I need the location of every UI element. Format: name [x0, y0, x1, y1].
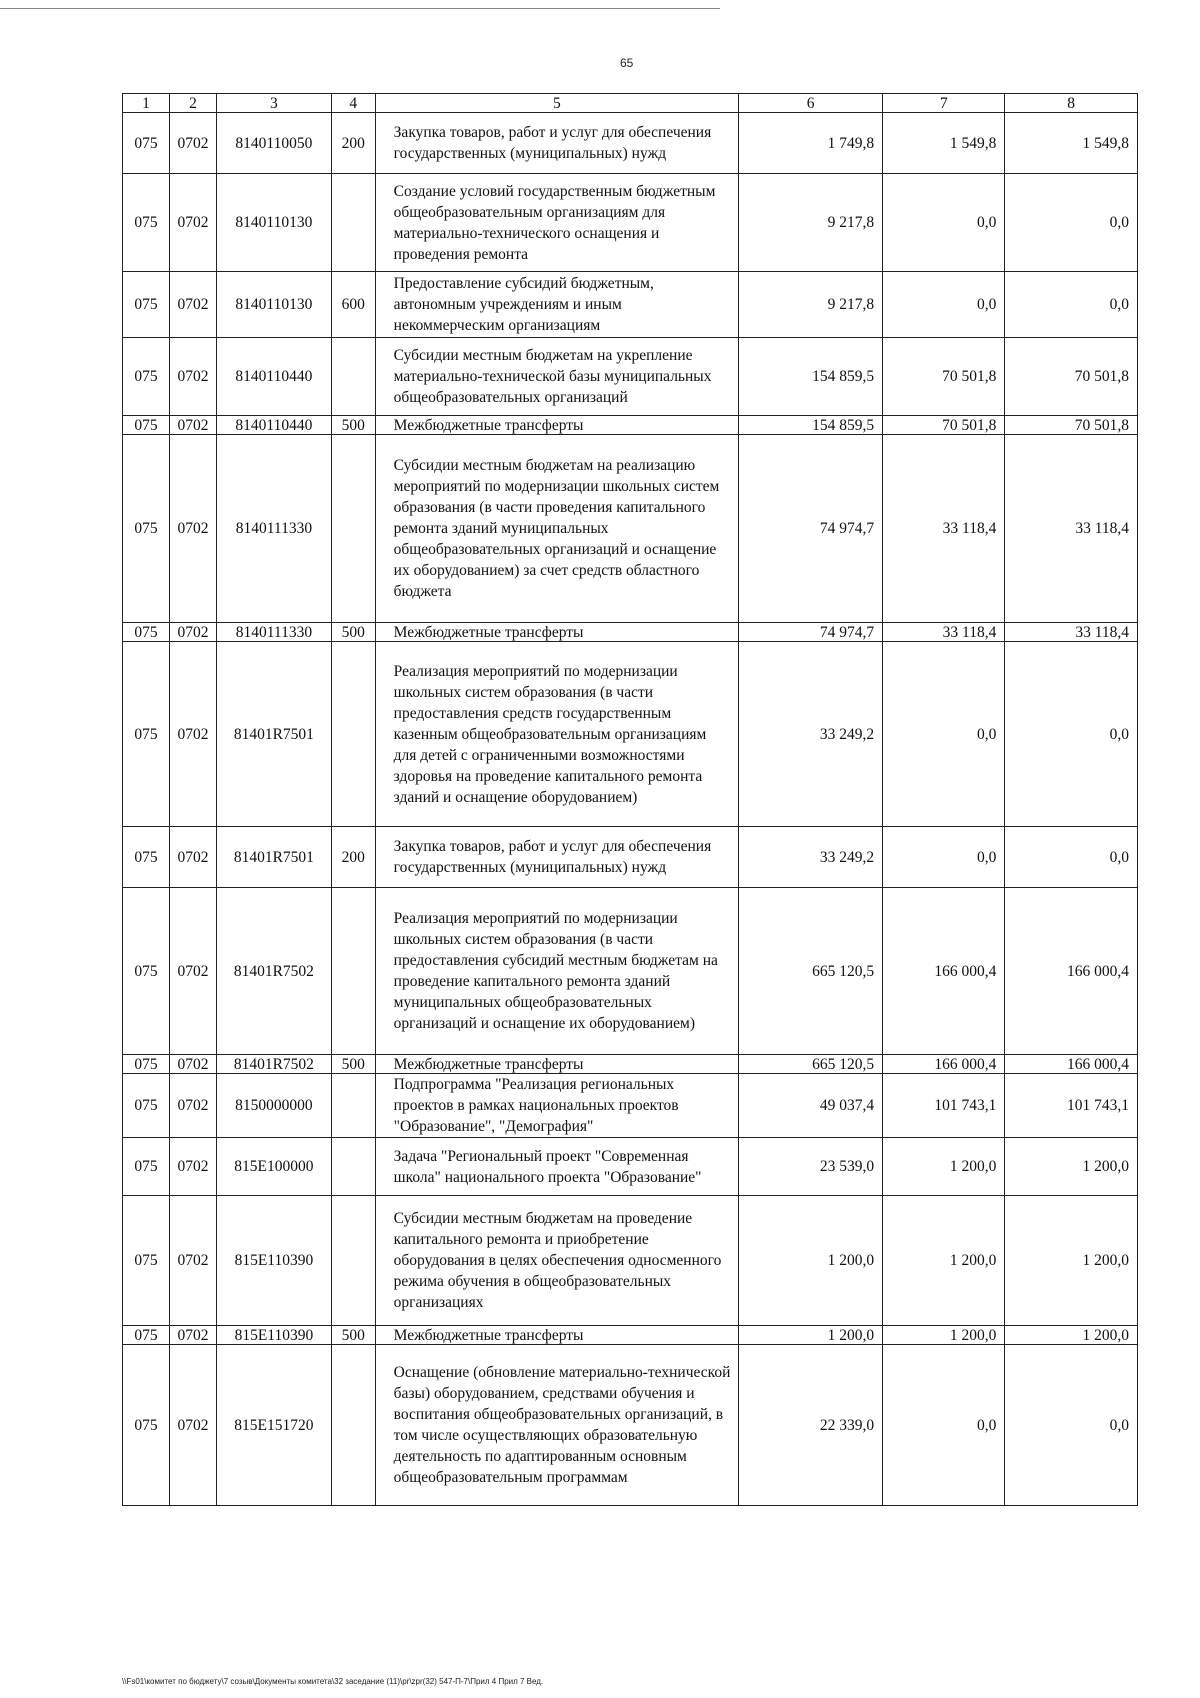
amount-col7-cell: 1 200,0: [883, 1326, 1005, 1345]
amount-col6-cell: 154 859,5: [739, 338, 883, 416]
code-admin-cell: 075: [123, 623, 170, 642]
footer-file-path: \\Fs01\комитет по бюджету\7 созыв\Документы комитета\32 заседание (11)\pr\zpr(32) 547-П-7\Прил 4 Прил 7 Вед.: [122, 1677, 544, 1686]
header-cell: 4: [331, 94, 375, 113]
code-section-cell: 0702: [169, 623, 216, 642]
code-expense-type-cell: 600: [331, 272, 375, 338]
table-row: [123, 1055, 1138, 1074]
header-row: [123, 94, 1138, 113]
amount-col8-cell: 1 200,0: [1005, 1196, 1138, 1326]
table-row: [123, 1196, 1138, 1326]
code-admin-cell: 075: [123, 642, 170, 827]
code-target-cell: 81401R7502: [216, 1055, 331, 1074]
code-expense-type-cell: [331, 1345, 375, 1506]
table-row: [123, 888, 1138, 1055]
table-row: [123, 1326, 1138, 1345]
code-admin-cell: 075: [123, 1074, 170, 1138]
code-expense-type-cell: [331, 435, 375, 623]
code-admin-cell: 075: [123, 272, 170, 338]
amount-col6-cell: 33 249,2: [739, 642, 883, 827]
budget-table: [122, 93, 1138, 1506]
table-row: [123, 435, 1138, 623]
description-cell: Субсидии местным бюджетам на реализацию мероприятий по модернизации школьных систем образования (в части проведения капитального ремонта зданий муниципальных общеобразовательных организаций и оснащение их оборудованием) за счет средств областного бюджета: [375, 435, 738, 623]
code-section-cell: 0702: [169, 416, 216, 435]
code-section-cell: 0702: [169, 338, 216, 416]
amount-col7-cell: 33 118,4: [883, 623, 1005, 642]
table-row: [123, 174, 1138, 272]
code-expense-type-cell: 500: [331, 1326, 375, 1345]
code-admin-cell: 075: [123, 1326, 170, 1345]
amount-col7-cell: 0,0: [883, 272, 1005, 338]
description-cell: Межбюджетные трансферты: [375, 1055, 738, 1074]
amount-col8-cell: 70 501,8: [1005, 338, 1138, 416]
code-expense-type-cell: [331, 1196, 375, 1326]
code-section-cell: 0702: [169, 113, 216, 174]
code-target-cell: 81401R7501: [216, 827, 331, 888]
table-row: [123, 113, 1138, 174]
code-section-cell: 0702: [169, 1196, 216, 1326]
amount-col8-cell: 1 549,8: [1005, 113, 1138, 174]
code-target-cell: 8140111330: [216, 623, 331, 642]
amount-col7-cell: 70 501,8: [883, 338, 1005, 416]
header-cell: 2: [169, 94, 216, 113]
table-row: [123, 827, 1138, 888]
code-expense-type-cell: [331, 888, 375, 1055]
amount-col6-cell: 33 249,2: [739, 827, 883, 888]
amount-col8-cell: 101 743,1: [1005, 1074, 1138, 1138]
code-admin-cell: 075: [123, 174, 170, 272]
amount-col8-cell: 0,0: [1005, 642, 1138, 827]
code-admin-cell: 075: [123, 888, 170, 1055]
code-section-cell: 0702: [169, 1138, 216, 1196]
amount-col7-cell: 0,0: [883, 827, 1005, 888]
header-cell: 7: [883, 94, 1005, 113]
code-section-cell: 0702: [169, 174, 216, 272]
code-admin-cell: 075: [123, 1138, 170, 1196]
table-row: [123, 338, 1138, 416]
code-expense-type-cell: 500: [331, 623, 375, 642]
amount-col8-cell: 166 000,4: [1005, 888, 1138, 1055]
amount-col7-cell: 1 200,0: [883, 1196, 1005, 1326]
description-cell: Оснащение (обновление материально-технической базы) оборудованием, средствами обучения и воспитания общеобразовательных организаций, в том числе осуществляющих образовательную деятельность по адаптированным основным общеобразовательным программам: [375, 1345, 738, 1506]
amount-col8-cell: 0,0: [1005, 1345, 1138, 1506]
code-admin-cell: 075: [123, 416, 170, 435]
amount-col6-cell: 74 974,7: [739, 435, 883, 623]
amount-col7-cell: 166 000,4: [883, 1055, 1005, 1074]
amount-col6-cell: 1 749,8: [739, 113, 883, 174]
code-admin-cell: 075: [123, 435, 170, 623]
amount-col8-cell: 1 200,0: [1005, 1138, 1138, 1196]
amount-col7-cell: 1 200,0: [883, 1138, 1005, 1196]
code-section-cell: 0702: [169, 1055, 216, 1074]
description-cell: Реализация мероприятий по модернизации школьных систем образования (в части предоставления субсидий местным бюджетам на проведение капитального ремонта зданий муниципальных общеобразовательных организаций и оснащение их оборудованием): [375, 888, 738, 1055]
amount-col7-cell: 0,0: [883, 174, 1005, 272]
header-cell: 5: [375, 94, 738, 113]
code-admin-cell: 075: [123, 1055, 170, 1074]
code-target-cell: 8140110440: [216, 416, 331, 435]
amount-col7-cell: 0,0: [883, 642, 1005, 827]
header-cell: 6: [739, 94, 883, 113]
amount-col8-cell: 33 118,4: [1005, 435, 1138, 623]
description-cell: Подпрограмма "Реализация региональных проектов в рамках национальных проектов "Образование", "Демография": [375, 1074, 738, 1138]
code-admin-cell: 075: [123, 827, 170, 888]
header-cell: 8: [1005, 94, 1138, 113]
code-section-cell: 0702: [169, 1345, 216, 1506]
description-cell: Закупка товаров, работ и услуг для обеспечения государственных (муниципальных) нужд: [375, 827, 738, 888]
amount-col7-cell: 70 501,8: [883, 416, 1005, 435]
description-cell: Закупка товаров, работ и услуг для обеспечения государственных (муниципальных) нужд: [375, 113, 738, 174]
amount-col6-cell: 1 200,0: [739, 1326, 883, 1345]
amount-col6-cell: 74 974,7: [739, 623, 883, 642]
amount-col6-cell: 154 859,5: [739, 416, 883, 435]
amount-col6-cell: 49 037,4: [739, 1074, 883, 1138]
code-target-cell: 8140110440: [216, 338, 331, 416]
amount-col7-cell: 0,0: [883, 1345, 1005, 1506]
code-admin-cell: 075: [123, 113, 170, 174]
description-cell: Предоставление субсидий бюджетным, автономным учреждениям и иным некоммерческим организациям: [375, 272, 738, 338]
code-expense-type-cell: 500: [331, 1055, 375, 1074]
code-target-cell: 815E100000: [216, 1138, 331, 1196]
code-target-cell: 8140110130: [216, 272, 331, 338]
amount-col6-cell: 22 339,0: [739, 1345, 883, 1506]
code-expense-type-cell: 500: [331, 416, 375, 435]
description-cell: Субсидии местным бюджетам на проведение капитального ремонта и приобретение оборудования в целях обеспечения односменного режима обучения в общеобразовательных организациях: [375, 1196, 738, 1326]
table-row: [123, 1345, 1138, 1506]
code-target-cell: 815E110390: [216, 1326, 331, 1345]
code-admin-cell: 075: [123, 1196, 170, 1326]
description-cell: Создание условий государственным бюджетным общеобразовательным организациям для материально-технического оснащения и проведения ремонта: [375, 174, 738, 272]
code-target-cell: 815E151720: [216, 1345, 331, 1506]
amount-col8-cell: 0,0: [1005, 174, 1138, 272]
code-admin-cell: 075: [123, 338, 170, 416]
code-expense-type-cell: [331, 338, 375, 416]
code-section-cell: 0702: [169, 827, 216, 888]
description-cell: Реализация мероприятий по модернизации школьных систем образования (в части предоставления средств государственным казенным общеобразовательным организациям для детей с ограниченными возможностями здоровья на проведение капитального ремонта зданий и оснащение оборудованием): [375, 642, 738, 827]
page-number: 65: [620, 56, 634, 70]
code-target-cell: 81401R7502: [216, 888, 331, 1055]
description-cell: Задача "Региональный проект "Современная школа" национального проекта "Образование": [375, 1138, 738, 1196]
table-row: [123, 623, 1138, 642]
code-target-cell: 8140110130: [216, 174, 331, 272]
amount-col7-cell: 1 549,8: [883, 113, 1005, 174]
amount-col6-cell: 665 120,5: [739, 1055, 883, 1074]
code-expense-type-cell: 200: [331, 827, 375, 888]
amount-col7-cell: 33 118,4: [883, 435, 1005, 623]
amount-col7-cell: 166 000,4: [883, 888, 1005, 1055]
amount-col8-cell: 1 200,0: [1005, 1326, 1138, 1345]
amount-col8-cell: 70 501,8: [1005, 416, 1138, 435]
table-row: [123, 272, 1138, 338]
code-target-cell: 815E110390: [216, 1196, 331, 1326]
amount-col8-cell: 166 000,4: [1005, 1055, 1138, 1074]
code-target-cell: 8140111330: [216, 435, 331, 623]
amount-col7-cell: 101 743,1: [883, 1074, 1005, 1138]
amount-col8-cell: 0,0: [1005, 827, 1138, 888]
amount-col6-cell: 665 120,5: [739, 888, 883, 1055]
code-target-cell: 8150000000: [216, 1074, 331, 1138]
description-cell: Межбюджетные трансферты: [375, 416, 738, 435]
code-section-cell: 0702: [169, 888, 216, 1055]
code-target-cell: 8140110050: [216, 113, 331, 174]
table-row: [123, 1074, 1138, 1138]
table-row: [123, 642, 1138, 827]
code-expense-type-cell: [331, 1138, 375, 1196]
table-row: [123, 416, 1138, 435]
code-expense-type-cell: [331, 1074, 375, 1138]
description-cell: Субсидии местным бюджетам на укрепление материально-технической базы муниципальных общеобразовательных организаций: [375, 338, 738, 416]
amount-col6-cell: 23 539,0: [739, 1138, 883, 1196]
top-rule: [0, 8, 720, 9]
amount-col8-cell: 33 118,4: [1005, 623, 1138, 642]
code-section-cell: 0702: [169, 272, 216, 338]
amount-col6-cell: 9 217,8: [739, 174, 883, 272]
code-target-cell: 81401R7501: [216, 642, 331, 827]
header-cell: 3: [216, 94, 331, 113]
description-cell: Межбюджетные трансферты: [375, 623, 738, 642]
code-expense-type-cell: [331, 642, 375, 827]
code-section-cell: 0702: [169, 642, 216, 827]
code-expense-type-cell: [331, 174, 375, 272]
code-section-cell: 0702: [169, 435, 216, 623]
table-row: [123, 1138, 1138, 1196]
code-expense-type-cell: 200: [331, 113, 375, 174]
header-cell: 1: [123, 94, 170, 113]
amount-col6-cell: 1 200,0: [739, 1196, 883, 1326]
description-cell: Межбюджетные трансферты: [375, 1326, 738, 1345]
amount-col8-cell: 0,0: [1005, 272, 1138, 338]
code-section-cell: 0702: [169, 1074, 216, 1138]
code-admin-cell: 075: [123, 1345, 170, 1506]
code-section-cell: 0702: [169, 1326, 216, 1345]
amount-col6-cell: 9 217,8: [739, 272, 883, 338]
